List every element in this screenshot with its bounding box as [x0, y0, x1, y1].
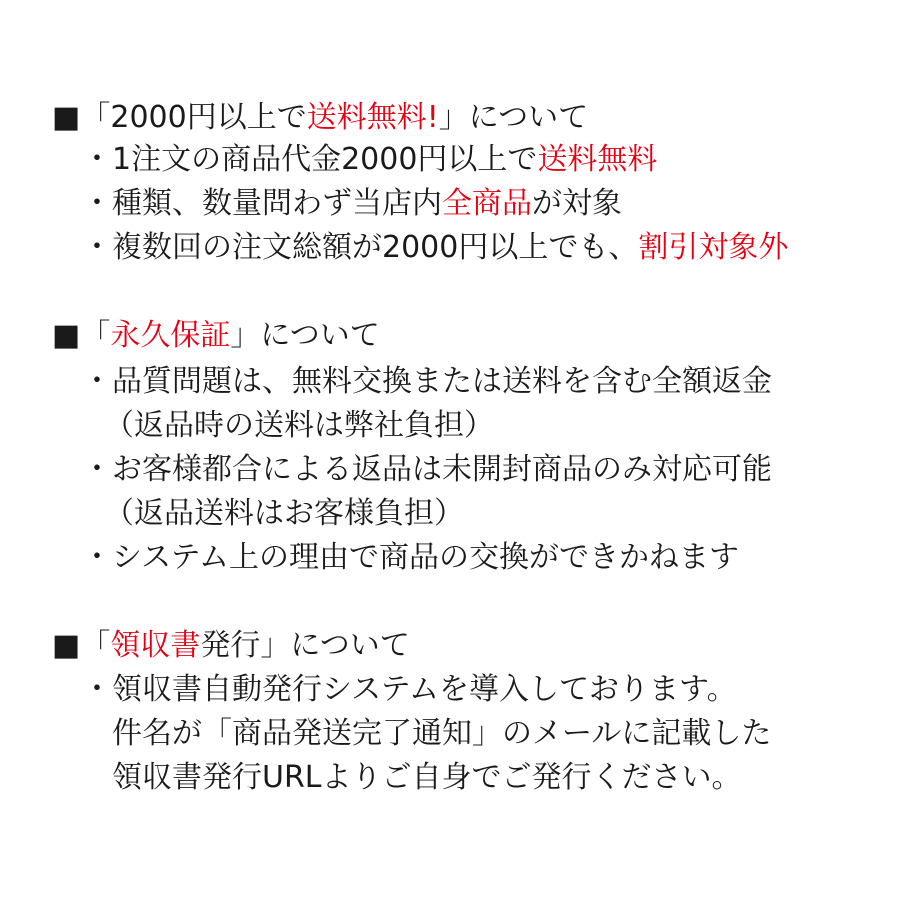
heading-text-pre: 「 [80, 318, 111, 353]
heading-text-pre: 「 [80, 628, 111, 663]
list-item-text: 件名が「商品発送完了通知」のメールに記載した [112, 716, 772, 751]
section-heading-free-shipping [52, 98, 588, 138]
heading-text-post: 」について [230, 318, 380, 353]
list-item-text: （返品時の送料は弊社負担） [104, 408, 494, 443]
list-item-continuation [112, 714, 771, 754]
list-item-text: ・領収書自動発行システムを導入しております。 [82, 672, 737, 707]
list-item-text: ・お客様都合による返品は未開封商品のみ対応可能 [82, 452, 772, 487]
heading-text-highlight: 永久保証 [110, 318, 231, 353]
list-item-text: ・システム上の理由で商品の交換ができかねます [82, 540, 739, 575]
list-item-highlight: 割引対象外 [638, 230, 789, 265]
list-item [82, 140, 657, 180]
list-item-text-post: が対象 [532, 186, 622, 221]
heading-text-post: 発行」について [200, 628, 410, 663]
list-item [82, 670, 737, 710]
list-item-highlight: 全商品 [442, 186, 532, 221]
square-bullet-icon: ■ [52, 628, 81, 663]
section-heading-warranty [52, 316, 380, 356]
list-item-note [104, 494, 464, 534]
square-bullet-icon: ■ [52, 318, 81, 353]
list-item-text: 領収書発行URLよりご自身でご発行ください。 [112, 760, 742, 795]
list-item-text: （返品送料はお客様負担） [104, 496, 464, 531]
square-bullet-icon: ■ [52, 100, 81, 135]
list-item [82, 538, 739, 578]
list-item-highlight: 送料無料 [537, 142, 658, 177]
list-item-continuation [112, 758, 742, 798]
heading-text-highlight: 送料無料! [306, 100, 439, 135]
list-item [82, 450, 772, 490]
list-item-text: ・品質問題は、無料交換または送料を含む全額返金 [82, 364, 772, 399]
list-item-text: ・複数回の注文総額が2000円以上でも、 [82, 230, 639, 265]
section-heading-receipt [52, 626, 410, 666]
heading-text-pre: 「2000円以上で [80, 100, 307, 135]
list-item [82, 228, 788, 268]
list-item [82, 184, 622, 224]
list-item-text: ・1注文の商品代金2000円以上で [82, 142, 538, 177]
list-item-note [104, 406, 494, 446]
heading-text-post: 」について [438, 100, 589, 135]
list-item [82, 362, 772, 402]
heading-text-highlight: 領収書 [110, 628, 201, 663]
list-item-text: ・種類、数量問わず当店内 [82, 186, 442, 221]
